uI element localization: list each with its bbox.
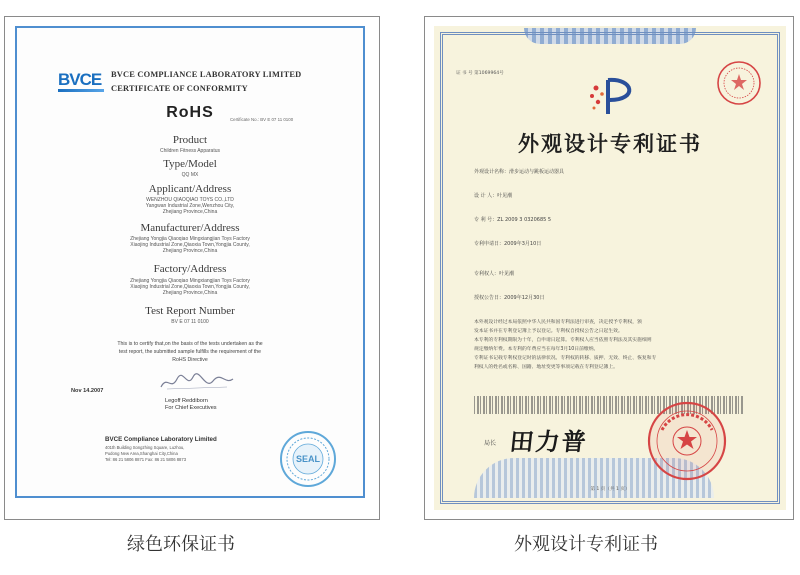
- field-design-name: 外观设计名称：滑步运动与跳板运动器具: [474, 169, 565, 175]
- section-label-type-model: Type/Model: [163, 158, 217, 170]
- section-text: Zhejiang Province,China: [162, 290, 218, 296]
- footer-address: [105, 445, 275, 463]
- signer-name: Legoff Reddiborn: [165, 398, 208, 404]
- standard-title: RoHS: [166, 104, 214, 121]
- patent-body-text: [474, 318, 744, 372]
- section-text: Zhejiang Yongjia Qiaoqiao Mingxiangjian Toys Factory: [130, 278, 250, 284]
- signature-scribble: [157, 371, 237, 393]
- design-patent-certificate: [434, 26, 786, 510]
- caption-green-certificate: 绿色环保证书: [127, 534, 235, 555]
- page-footer: 第 1 页（共 1 页）: [590, 487, 630, 492]
- section-text: Yangwan Industrial Zone,Wenzhou City,: [145, 203, 235, 209]
- section-text: Zhejiang Province,China: [162, 209, 218, 215]
- field-designer: 设 计 人：叶见潮: [474, 193, 513, 199]
- section-text: Children Fitness Apparatus: [159, 148, 221, 154]
- logo-underline: [58, 89, 104, 92]
- director-signature: 田力普: [508, 427, 590, 456]
- body-line: 专利证书记载专利权登记时的法律状况。专利权的转移、质押、无效、终止、恢复和专: [474, 356, 657, 361]
- body-line: 发本证书并在专利登记簿上予以登记。专利权自授权公告之日起生效。: [474, 329, 623, 334]
- signer-label: 局长: [484, 440, 497, 447]
- field-patent-number: 专 利 号：ZL 2009 3 0320685 5: [474, 217, 552, 223]
- certificate-number: Certificate No.: BV E 07 11 0100: [230, 117, 294, 122]
- statement-line: test report, the submitted sample fulfills the requirement of the: [118, 349, 262, 355]
- issue-date: Nov 14.2007: [71, 388, 104, 394]
- body-line: 规定缴纳年费。本专利的年费应当在每年3月10日前缴纳。: [474, 347, 599, 352]
- certification-statement: [67, 340, 313, 364]
- section-label-factory: Factory/Address: [153, 263, 227, 275]
- section-text: QQ MX: [181, 172, 199, 178]
- footer-lab-name: BVCE Compliance Laboratory Limited: [105, 436, 217, 443]
- section-text: Zhejiang Province,China: [162, 248, 218, 254]
- certificate-title: CERTIFICATE OF CONFORMITY: [111, 84, 248, 93]
- logo-text: BVCE: [58, 70, 102, 89]
- bvce-logo: [58, 68, 104, 92]
- section-text: Zhejiang Yongjia Qiaoqiao Mingxiangjian Toys Factory: [130, 236, 250, 242]
- footer-address-line: 401th Building Songzhing Square, Luzhou,: [105, 445, 185, 450]
- body-line: 利权人的姓名或名称、国籍、地址变更等事项记载在专利登记簿上。: [474, 365, 618, 370]
- section-label-manufacturer: Manufacturer/Address: [140, 222, 240, 234]
- footer-address-line: Tel: 86 21 5806 8871 Fax: 86 21 5806 8873: [105, 457, 187, 462]
- patent-office-emblem-icon: [586, 74, 642, 120]
- section-text: Xiaojing Industrial Zone,Qiaoxia Town,Yongjia County,: [130, 242, 250, 248]
- seal-text: SEAL: [295, 454, 321, 464]
- section-label-product: Product: [172, 134, 208, 146]
- statement-line: This is to certify that,on the basis of the tests undertaken as the: [117, 341, 263, 347]
- signer-title: For Chief Executives: [165, 405, 217, 411]
- footer-address-line: Pudong New Area,Shanghai City,China: [105, 451, 178, 456]
- section-label-applicant: Applicant/Address: [148, 183, 232, 195]
- official-seal-icon: [279, 430, 337, 488]
- statement-line: RoHS Directive: [172, 357, 208, 363]
- field-grant-date: 授权公告日：2009年12月30日: [474, 295, 545, 301]
- field-application-date: 专利申请日：2009年3月10日: [474, 241, 542, 247]
- patent-title: 外观设计专利证书: [518, 131, 702, 156]
- section-text: WENZHOU QIAOQIAO TOYS CO.,LTD: [146, 197, 234, 203]
- section-text: Xiaojing Industrial Zone,Qiaoxia Town,Yongjia County,: [130, 284, 250, 290]
- rohs-certificate: [15, 26, 365, 498]
- body-line: 本专利的专利权期限为十年，自申请日起算。专利权人应当依照专利法及其实施细则: [474, 338, 652, 343]
- lab-name: BVCE COMPLIANCE LABORATORY LIMITED: [111, 70, 302, 79]
- body-line: 本外观设计经过本局依照中华人民共和国专利法进行审查，决定授予专利权，颁: [474, 320, 642, 325]
- caption-design-patent: 外观设计专利证书: [514, 534, 658, 555]
- section-text: BV E 07 11 0100: [171, 319, 209, 325]
- certificate-serial: 证 书 号 第1069964号: [456, 71, 504, 76]
- field-patentee: 专利权人：叶见潮: [474, 271, 515, 277]
- red-seal-icon: [716, 60, 762, 106]
- section-label-test-report: Test Report Number: [145, 305, 235, 317]
- official-red-seal-icon: [646, 400, 728, 482]
